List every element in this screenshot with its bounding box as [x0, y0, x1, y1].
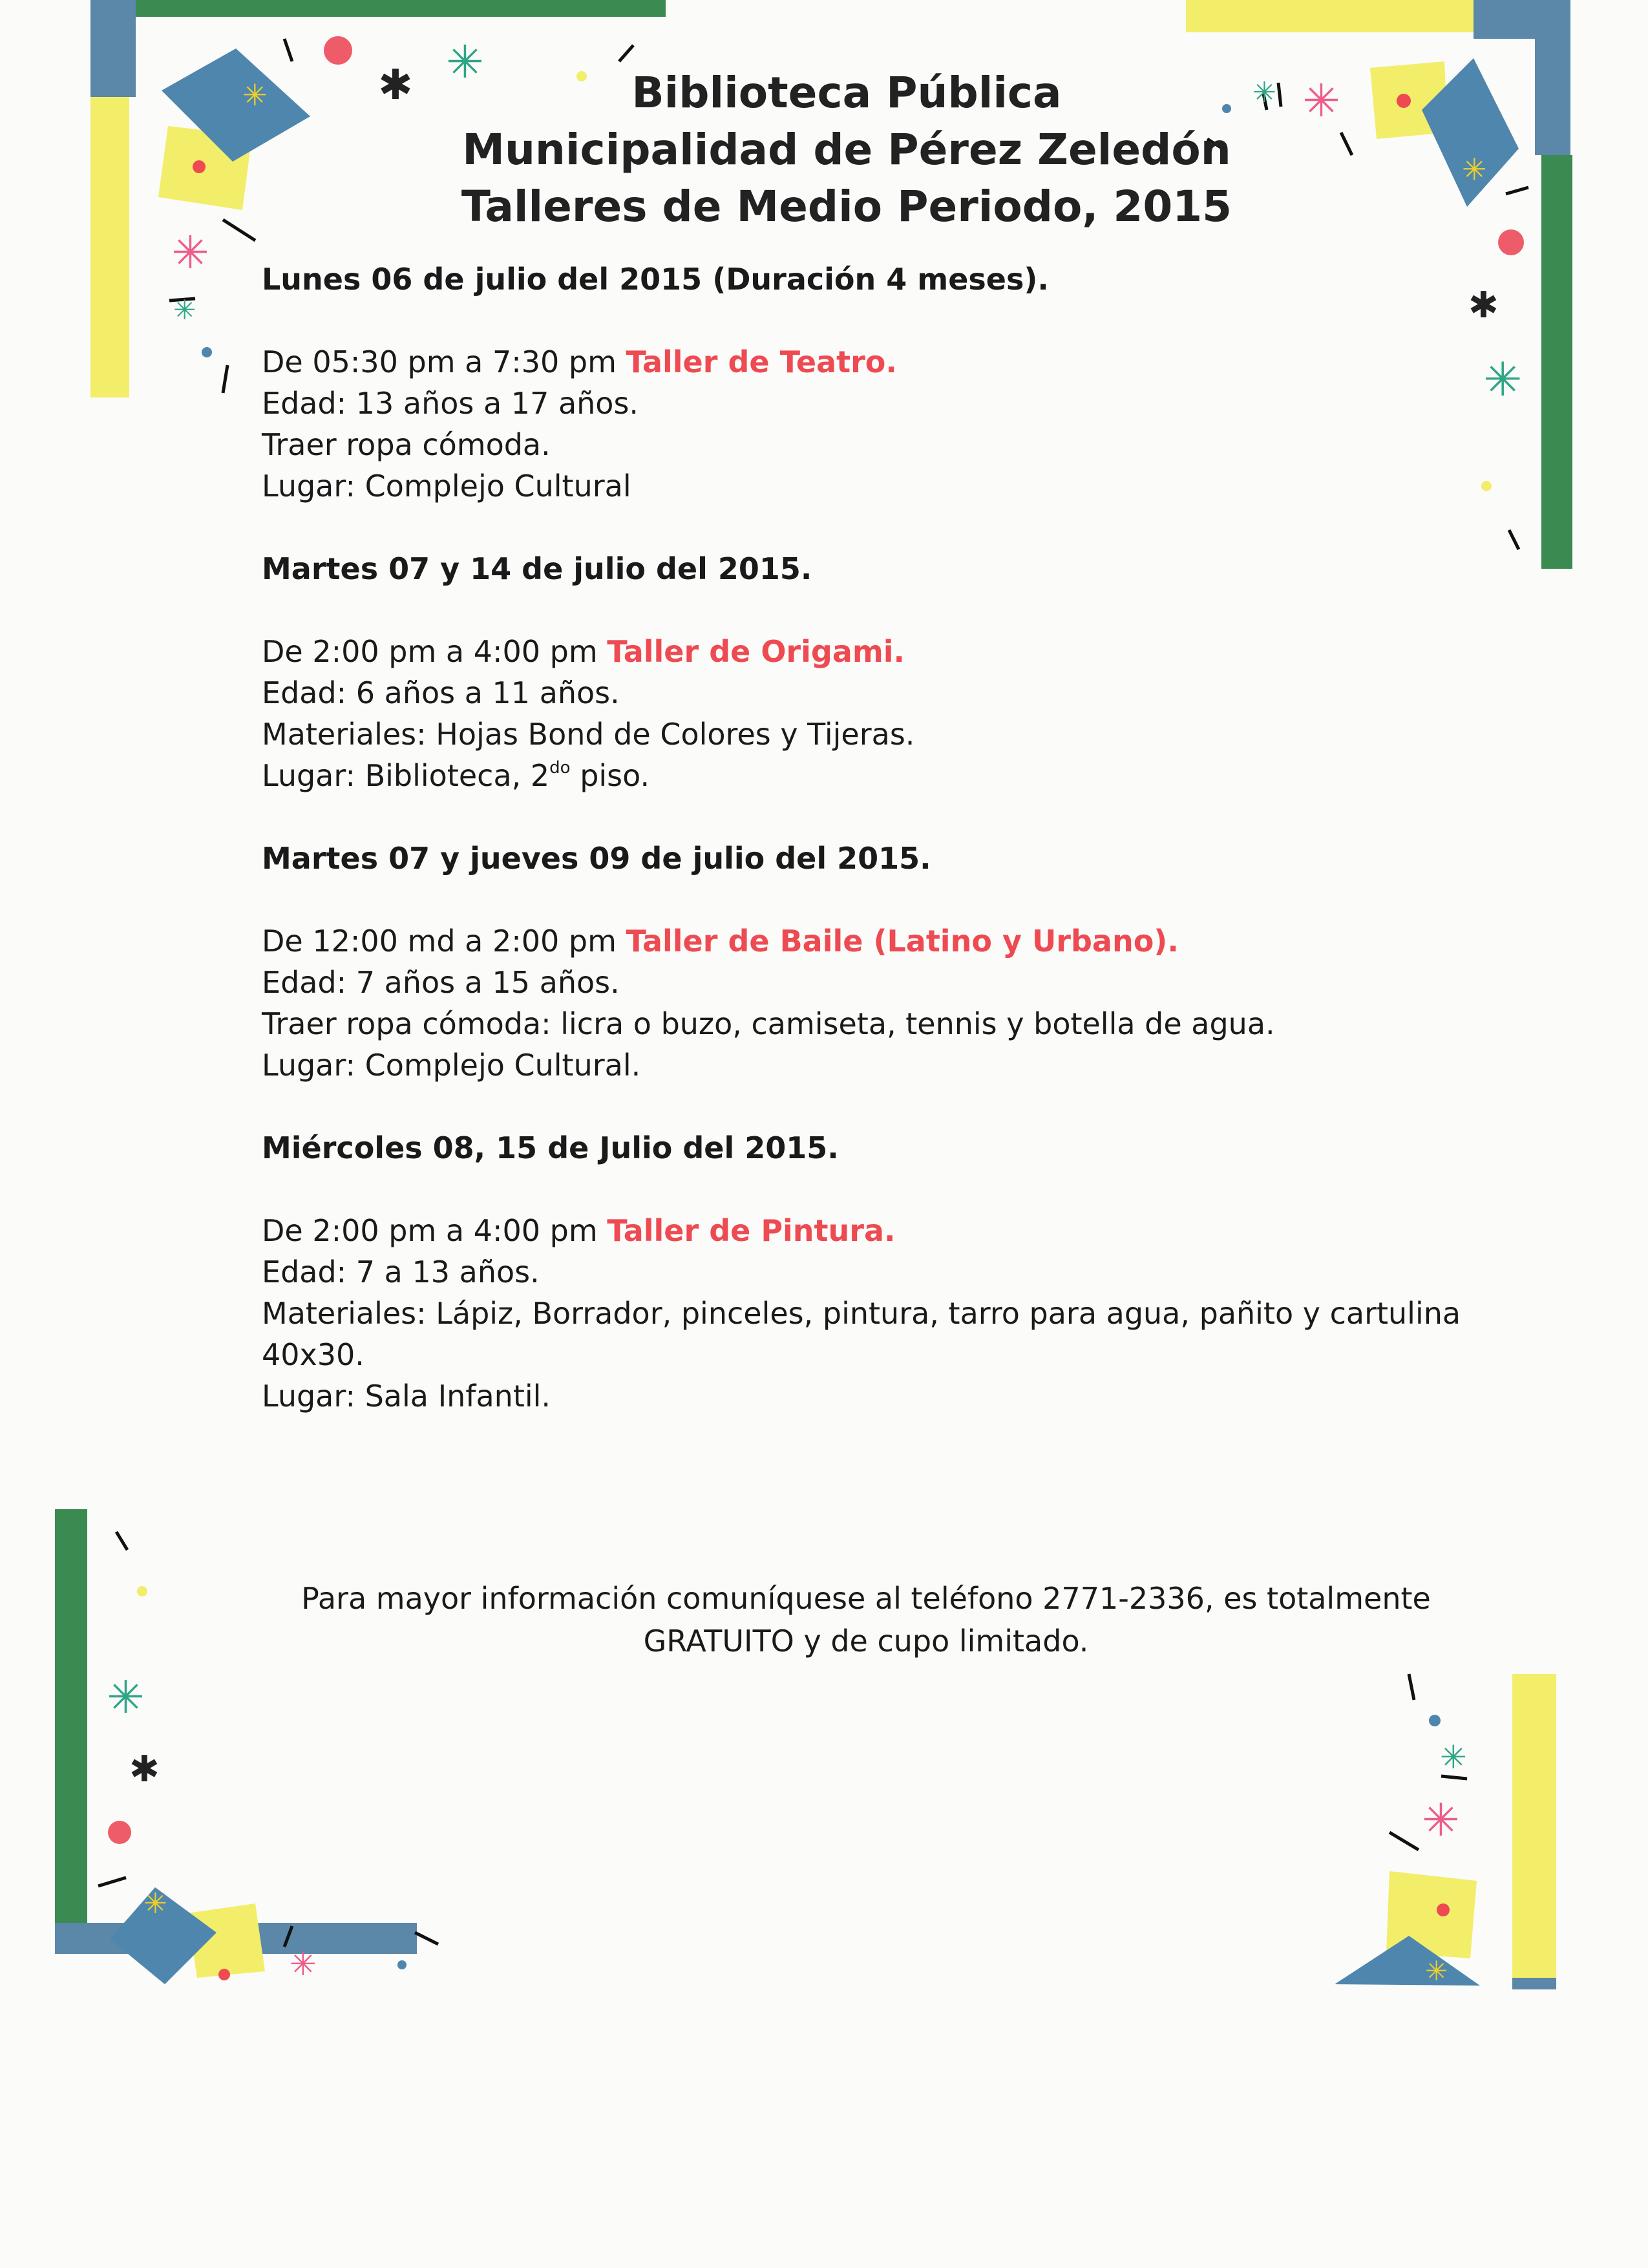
session-date: Miércoles 08, 15 de Julio del 2015.	[262, 1130, 839, 1165]
session-place	[262, 755, 1490, 796]
title-line-library: Biblioteca Pública	[631, 68, 1062, 118]
session-note: Materiales: Hojas Bond de Colores y Tijeras.	[262, 717, 915, 752]
workshop-name: Taller de Teatro.	[626, 344, 897, 379]
footer-line-contact: Para mayor información comuníquese al teléfono 2771-2336, es totalmente	[301, 1581, 1431, 1616]
page-title	[362, 65, 1331, 235]
footer-line-free: GRATUITO y de cupo limitado.	[643, 1624, 1089, 1659]
asterisk-icon: ✳	[143, 1887, 167, 1920]
session-time: De 2:00 pm a 4:00 pm	[262, 1213, 598, 1248]
asterisk-icon: ✳	[446, 36, 484, 89]
asterisk-icon: ✳	[1425, 1955, 1448, 1987]
workshop-name: Taller de Pintura.	[607, 1213, 896, 1248]
place-suffix: piso.	[570, 758, 650, 793]
asterisk-icon: ✱	[129, 1748, 160, 1790]
asterisk-icon: ✳	[173, 294, 196, 326]
session-place: Lugar: Sala Infantil.	[262, 1379, 551, 1414]
session-details	[262, 920, 1490, 1086]
session-age: Edad: 7 años a 15 años.	[262, 965, 620, 1000]
dash	[1409, 1674, 1414, 1700]
dash	[1509, 530, 1519, 549]
dash	[1341, 132, 1352, 155]
asterisk-icon: ✳	[290, 1945, 317, 1983]
red-dot	[108, 1821, 131, 1844]
workshop-name: Taller de Origami.	[607, 634, 905, 669]
pink-dot	[324, 36, 352, 65]
session-age: Edad: 13 años a 17 años.	[262, 386, 639, 421]
asterisk-icon: ✳	[242, 78, 268, 112]
session-place: Lugar: Complejo Cultural	[262, 469, 631, 503]
session-time-line	[262, 631, 1490, 672]
asterisk-icon: ✱	[1468, 284, 1499, 326]
session-note: Materiales: Lápiz, Borrador, pinceles, pintura, tarro para agua, pañito y cartulina	[262, 1296, 1461, 1331]
yellow-dot	[137, 1586, 147, 1596]
session-details	[262, 341, 1490, 507]
session-date: Martes 07 y jueves 09 de julio del 2015.	[262, 841, 931, 876]
title-line-municipality: Municipalidad de Pérez Zeledón	[462, 125, 1231, 175]
session-details	[262, 631, 1490, 796]
red-dot	[193, 160, 206, 173]
asterisk-icon: ✳	[1462, 152, 1487, 187]
red-dot	[1437, 1903, 1450, 1916]
session-date: Lunes 06 de julio del 2015 (Duración 4 meses).	[262, 262, 1049, 297]
title-line-workshops: Talleres de Medio Periodo, 2015	[461, 182, 1232, 231]
red-dot	[1397, 94, 1411, 108]
session-date: Martes 07 y 14 de julio del 2015.	[262, 551, 812, 586]
dash	[284, 1926, 292, 1947]
asterisk-icon: ✳	[1422, 1794, 1460, 1847]
red-dot	[218, 1969, 230, 1980]
pink-dot	[1498, 229, 1524, 255]
dash	[116, 1532, 127, 1550]
dash	[1389, 1832, 1419, 1850]
asterisk-icon: ✳	[1302, 74, 1340, 127]
dash	[1506, 187, 1528, 194]
workshop-name: Taller de Baile (Latino y Urbano).	[626, 924, 1179, 959]
session-note: Traer ropa cómoda: licra o buzo, camiseta, tennis y botella de agua.	[262, 1006, 1275, 1041]
asterisk-icon: ✳	[171, 226, 209, 279]
asterisk-icon: ✳	[107, 1671, 145, 1724]
dash	[415, 1933, 438, 1944]
session-time: De 05:30 pm a 7:30 pm	[262, 344, 617, 379]
session-note: Traer ropa cómoda.	[262, 427, 551, 462]
blue-dot	[202, 347, 212, 357]
asterisk-icon: ✳	[1252, 76, 1276, 109]
dash	[284, 39, 292, 61]
dash	[223, 365, 227, 393]
session-age: Edad: 7 a 13 años.	[262, 1255, 540, 1289]
dash	[223, 220, 255, 240]
asterisk-icon: ✳	[1440, 1739, 1467, 1776]
dash	[619, 45, 633, 61]
dash	[98, 1878, 126, 1886]
blue-dot	[397, 1960, 407, 1969]
dash	[1441, 1776, 1467, 1779]
session-place: Lugar: Complejo Cultural.	[262, 1048, 641, 1083]
asterisk-icon: ✳	[1483, 352, 1523, 407]
session-time-line	[262, 1210, 1490, 1251]
contact-footer	[297, 1577, 1435, 1662]
place-text: Lugar: Biblioteca, 2	[262, 758, 550, 793]
place-superscript: do	[549, 758, 571, 778]
session-time-line	[262, 341, 1490, 383]
session-time: De 2:00 pm a 4:00 pm	[262, 634, 598, 669]
session-time-line	[262, 920, 1490, 962]
schedule	[262, 259, 1490, 1458]
blue-dot	[1429, 1715, 1441, 1726]
session-age: Edad: 6 años a 11 años.	[262, 675, 620, 710]
session-time: De 12:00 md a 2:00 pm	[262, 924, 617, 959]
session-details	[262, 1210, 1490, 1417]
session-note-continued: 40x30.	[262, 1337, 364, 1372]
asterisk-icon: ✱	[378, 61, 413, 109]
